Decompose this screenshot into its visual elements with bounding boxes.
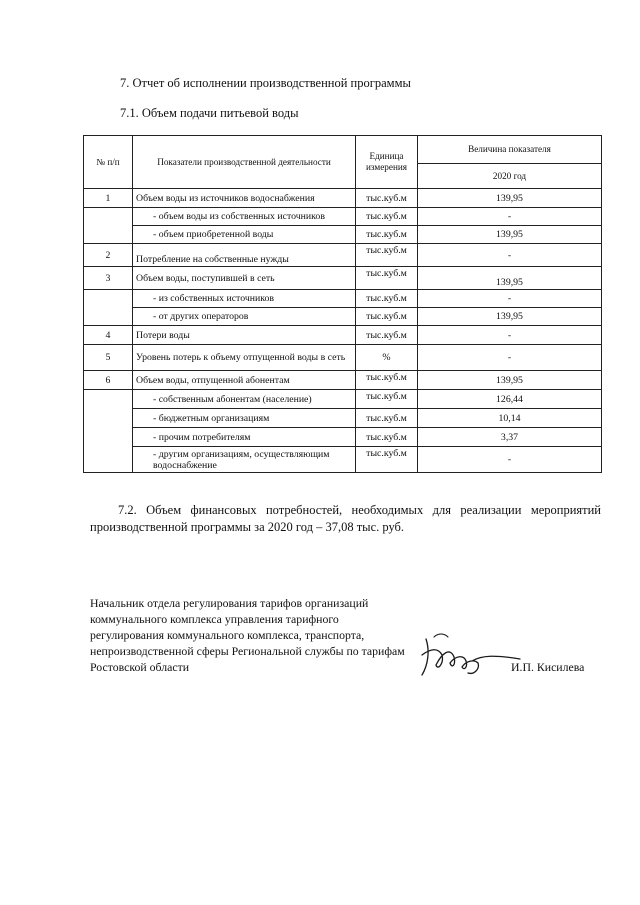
table-row: [84, 244, 602, 267]
header-year: 2020 год: [418, 164, 602, 189]
row-value: 10,14: [418, 409, 602, 428]
table-row: [84, 189, 602, 208]
row-value: 139,95: [418, 189, 602, 208]
row-unit: тыс.куб.м: [356, 447, 418, 473]
row-unit: тыс.куб.м: [356, 326, 418, 345]
header-num: № п/п: [84, 136, 133, 189]
row-unit: тыс.куб.м: [356, 308, 418, 326]
row-num: [84, 390, 133, 473]
row-name: - собственным абонентам (население): [133, 390, 356, 409]
table-row: [84, 226, 602, 244]
table-row: [84, 308, 602, 326]
row-unit: тыс.куб.м: [356, 226, 418, 244]
header-value-group: Величина показателя: [418, 136, 602, 164]
row-value: 139,95: [418, 371, 602, 390]
signatory-position: Начальник отдела регулирования тарифов организаций коммунального комплекса управления тарифного регулирования коммунального комплекса, транспорта, непроизводственной сферы Региональной службы по тарифам Ростовской области: [90, 596, 405, 674]
row-name: - объем приобретенной воды: [133, 226, 356, 244]
section-subtitle: 7.1. Объем подачи питьевой воды: [120, 106, 299, 120]
table-row: [84, 371, 602, 390]
table-row: [84, 290, 602, 308]
table-row: [84, 390, 602, 409]
row-unit: тыс.куб.м: [356, 409, 418, 428]
table-row: [84, 326, 602, 345]
header-unit: Единица измерения: [356, 136, 418, 189]
water-supply-table: [83, 135, 602, 473]
row-unit: тыс.куб.м: [356, 208, 418, 226]
row-num: 1: [84, 189, 133, 208]
row-unit: тыс.куб.м: [356, 189, 418, 208]
row-name: - прочим потребителям: [133, 428, 356, 447]
row-num: 5: [84, 345, 133, 371]
table-row: [84, 409, 602, 428]
handwritten-signature: [408, 625, 528, 685]
row-value: -: [418, 345, 602, 371]
table-row: [84, 208, 602, 226]
row-value: 3,37: [418, 428, 602, 447]
signatory-name: И.П. Кисилева: [511, 660, 585, 674]
row-name: - объем воды из собственных источников: [133, 208, 356, 226]
row-name: Уровень потерь к объему отпущенной воды в сеть: [133, 345, 356, 371]
table-row: [84, 267, 602, 290]
row-unit: тыс.куб.м: [356, 428, 418, 447]
row-unit: тыс.куб.м: [356, 390, 418, 409]
row-name: - другим организациям, осуществляющим водоснабжение: [133, 447, 356, 473]
row-name: Потребление на собственные нужды: [133, 244, 356, 267]
row-name: - от других операторов: [133, 308, 356, 326]
table-row: [84, 447, 602, 473]
row-name: Объем воды из источников водоснабжения: [133, 189, 356, 208]
row-name: Потери воды: [133, 326, 356, 345]
row-value: -: [418, 244, 602, 267]
row-num: 3: [84, 267, 133, 290]
row-value: -: [418, 447, 602, 473]
row-value: -: [418, 326, 602, 345]
row-unit: тыс.куб.м: [356, 371, 418, 390]
row-name: - из собственных источников: [133, 290, 356, 308]
row-value: -: [418, 208, 602, 226]
row-value: 139,95: [418, 308, 602, 326]
header-indicator: Показатели производственной деятельности: [133, 136, 356, 189]
row-name: - бюджетным организациям: [133, 409, 356, 428]
row-num: [84, 208, 133, 244]
row-value: -: [418, 290, 602, 308]
row-unit: тыс.куб.м: [356, 290, 418, 308]
row-num: 6: [84, 371, 133, 390]
row-num: 2: [84, 244, 133, 267]
row-unit: тыс.куб.м: [356, 244, 418, 267]
row-unit: тыс.куб.м: [356, 267, 418, 290]
row-num: 4: [84, 326, 133, 345]
row-value: 139,95: [418, 226, 602, 244]
row-num: [84, 290, 133, 326]
row-unit: %: [356, 345, 418, 371]
row-value: 139,95: [418, 267, 602, 290]
section-title: 7. Отчет об исполнении производственной программы: [120, 76, 411, 90]
table-row: [84, 428, 602, 447]
row-value: 126,44: [418, 390, 602, 409]
row-name: Объем воды, отпущенной абонентам: [133, 371, 356, 390]
financial-needs-paragraph: 7.2. Объем финансовых потребностей, необходимых для реализации мероприятий производственной программы за 2020 год – 37,08 тыс. руб.: [90, 503, 601, 534]
row-name: Объем воды, поступившей в сеть: [133, 267, 356, 290]
table-row: [84, 345, 602, 371]
